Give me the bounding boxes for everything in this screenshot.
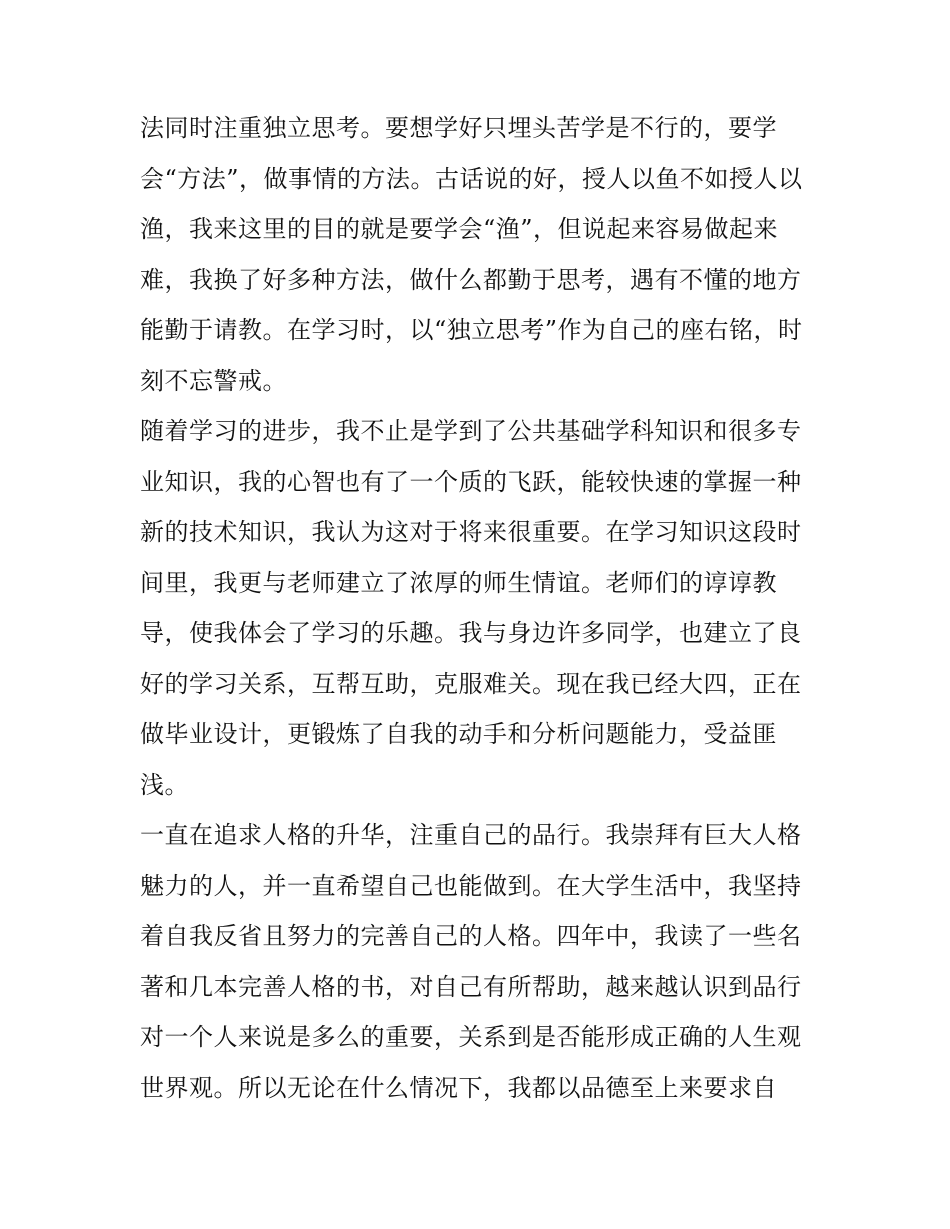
text-line: 间里，我更与老师建立了浓厚的师生情谊。老师们的谆谆教 (140, 568, 777, 597)
text-line: 魅力的人，并一直希望自己也能做到。在大学生活中，我坚持 (140, 871, 802, 900)
text-line: 新的技术知识，我认为这对于将来很重要。在学习知识这段时 (140, 518, 802, 546)
text-line: 做毕业设计，更锻炼了自我的动手和分析问题能力，受益匪 (140, 720, 777, 748)
text-line: 着自我反省且努力的完善自己的人格。四年中，我读了一些名 (140, 922, 802, 950)
text-line: 法同时注重独立思考。要想学好只埋头苦学是不行的，要学 (140, 114, 777, 142)
text-line: 随着学习的进步，我不止是学到了公共基础学科知识和很多专 (140, 417, 802, 445)
text-line: 浅。 (140, 770, 189, 799)
text-line: 会“方法”，做事情的方法。古话说的好，授人以鱼不如授人以 (140, 164, 803, 193)
text-line: 刻不忘警戒。 (140, 366, 287, 395)
text-line: 好的学习关系，互帮互助，克服难关。现在我已经大四，正在 (140, 669, 802, 698)
text-line: 著和几本完善人格的书，对自己有所帮助，越来越认识到品行 (140, 972, 802, 1001)
text-line: 渔，我来这里的目的就是要学会“渔”，但说起来容易做起来 (140, 215, 779, 243)
text-line: 世界观。所以无论在什么情况下，我都以品德至上来要求自 (140, 1073, 777, 1102)
document-body (140, 103, 820, 1113)
text-line: 对一个人来说是多么的重要，关系到是否能形成正确的人生观 (140, 1023, 802, 1051)
text-line: 导，使我体会了学习的乐趣。我与身边许多同学，也建立了良 (140, 619, 802, 647)
text-line: 业知识，我的心智也有了一个质的飞跃，能较快速的掌握一种 (140, 467, 802, 496)
text-line: 难，我换了好多种方法，做什么都勤于思考，遇有不懂的地方 (140, 265, 802, 294)
text-line: 一直在追求人格的升华，注重自己的品行。我崇拜有巨大人格 (140, 821, 802, 849)
text-line: 能勤于请教。在学习时，以“独立思考”作为自己的座右铭，时 (140, 316, 803, 344)
